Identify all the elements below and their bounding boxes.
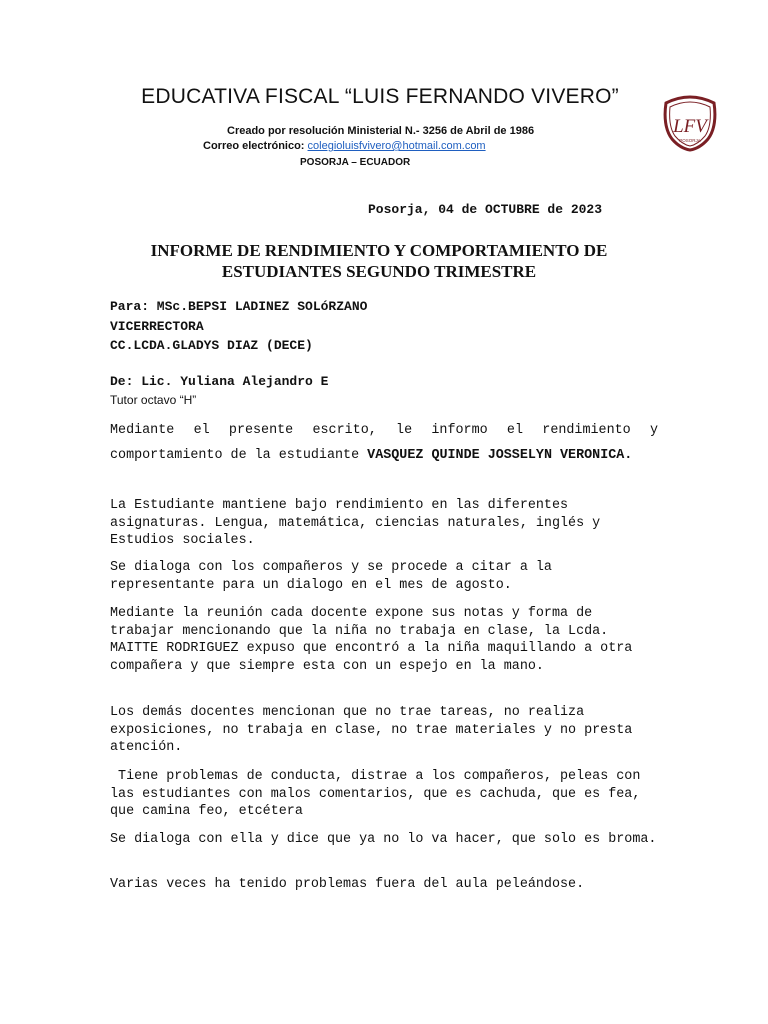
resolution-line: Creado por resolución Ministerial N.- 3256 de Abril de 1986 [227,125,535,137]
report-title-line-2: ESTUDIANTES SEGUNDO TRIMESTRE [221,262,537,281]
email-label: Correo electrónico: [203,140,305,152]
recipient-line-1: Para: MSc.BEPSI LADINEZ SOLóRZANO [110,299,368,314]
intro-paragraph [110,418,658,468]
location-line: POSORJA – ECUADOR [300,157,411,168]
report-title [110,240,648,282]
paragraph-conduct: Tiene problemas de conducta, distrae a los compañeros, peleas con las estudiantes con malos comentarios, que es cachuda, que es fea, que camina feo, etcétera [110,769,649,819]
paragraph-dialogue: Se dialoga con ella y dice que ya no lo va hacer, que solo es broma. [110,832,657,847]
recipient-line-3: CC.LCDA.GLADYS DIAZ (DECE) [110,338,313,353]
sender-line: De: Lic. Yuliana Alejandro E [110,374,329,389]
crest-letters: LFV [673,116,707,137]
school-name-heading: EDUCATIVA FISCAL “LUIS FERNANDO VIVERO” [141,85,619,108]
student-name: VASQUEZ QUINDE JOSSELYN VERONICA. [367,448,633,463]
school-crest-graphic [660,94,720,152]
crest-caption: POSORJA [679,138,701,143]
sender-role: Tutor octavo “H” [110,393,197,407]
school-crest-icon [660,94,720,152]
report-title-line-1: INFORME DE RENDIMIENTO Y COMPORTAMIENTO DE [150,241,608,260]
paragraph-teachers: Los demás docentes mencionan que no trae tareas, no realiza exposiciones, no trabaja en clase, no trae materiales y no presta atención. [110,705,633,755]
date-line: Posorja, 04 de OCTUBRE de 2023 [368,202,603,217]
paragraph-meeting: Mediante la reunión cada docente expone sus notas y forma de trabajar mencionando que la niña no trabaja en clase, la Lcda. MAITTE RODRIGUEZ expuso que encontró a la niña maquillando a otra compañera y que siempre esta con un espejo en la mano. [110,606,633,674]
paragraph-meeting-request: Se dialoga con los compañeros y se procede a citar a la representante para un dialogo en el mes de agosto. [110,560,552,593]
email-link[interactable]: colegioluisfvivero@hotmail.com.com [307,140,486,152]
paragraph-performance: La Estudiante mantiene bajo rendimiento en las diferentes asignaturas. Lengua, matemática, ciencias naturales, inglés y Estudios sociales. [110,498,601,548]
email-line [203,140,486,152]
intro-text: Mediante el presente escrito, le informo el rendimiento y comportamiento de la estudiante [110,423,658,463]
paragraph-fights: Varias veces ha tenido problemas fuera del aula peleándose. [110,877,585,892]
recipient-line-2: VICERRECTORA [110,319,204,334]
